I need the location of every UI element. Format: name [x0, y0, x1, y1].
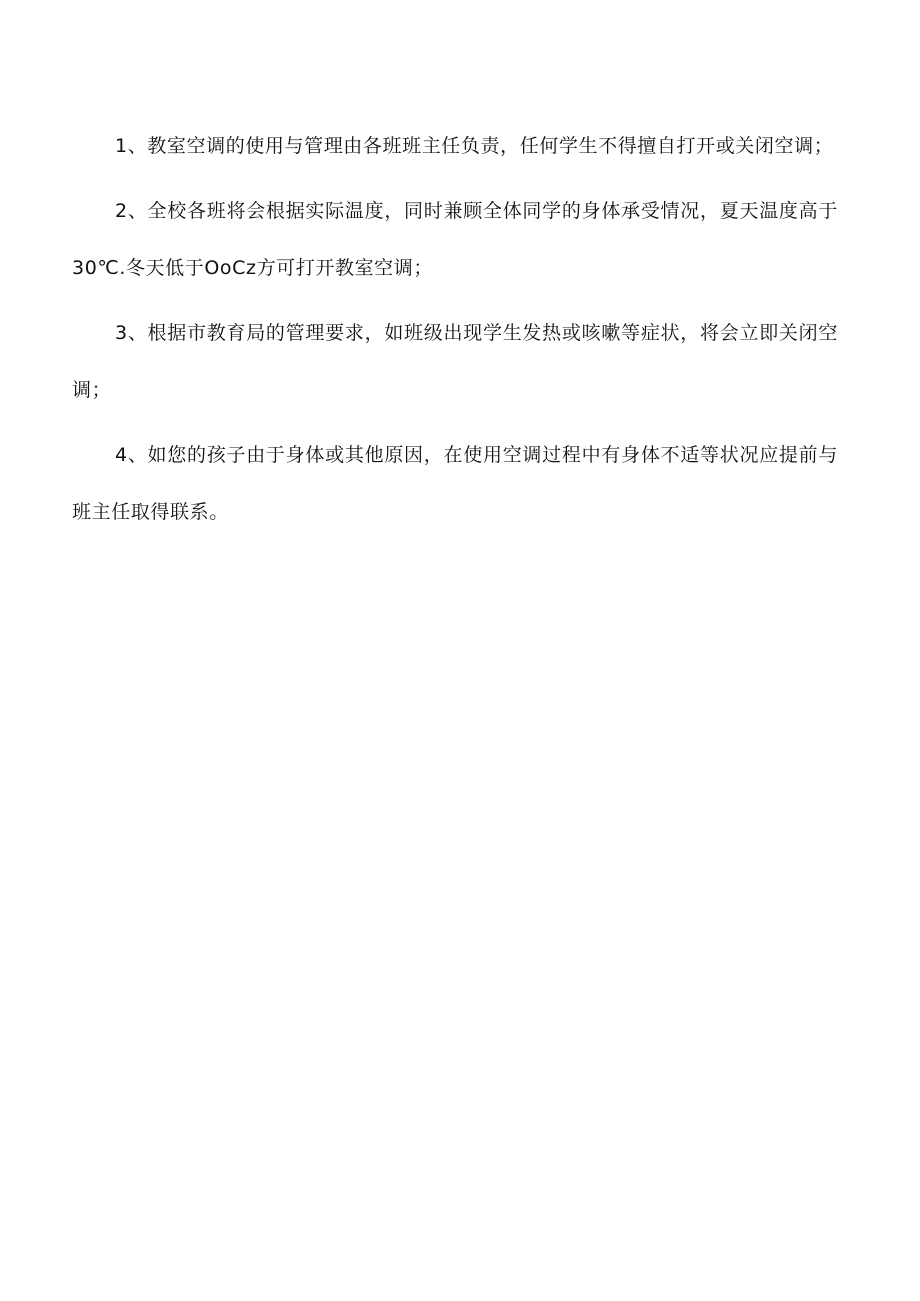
- paragraph-2: 2、全校各班将会根据实际温度，同时兼顾全体同学的身体承受情况，夏天温度高于30℃.冬天低于OoCz方可打开教室空调；: [72, 200, 838, 279]
- paragraph-1: 1、教室空调的使用与管理由各班班主任负责，任何学生不得擅自打开或关闭空调；: [115, 135, 834, 157]
- paragraph-3: 3、根据市教育局的管理要求，如班级出现学生发热或咳嗽等症状，将会立即关闭空调；: [72, 322, 838, 401]
- document-body: [72, 118, 838, 549]
- paragraph-4: 4、如您的孩子由于身体或其他原因，在使用空调过程中有身体不适等状况应提前与班主任取得联系。: [72, 444, 838, 523]
